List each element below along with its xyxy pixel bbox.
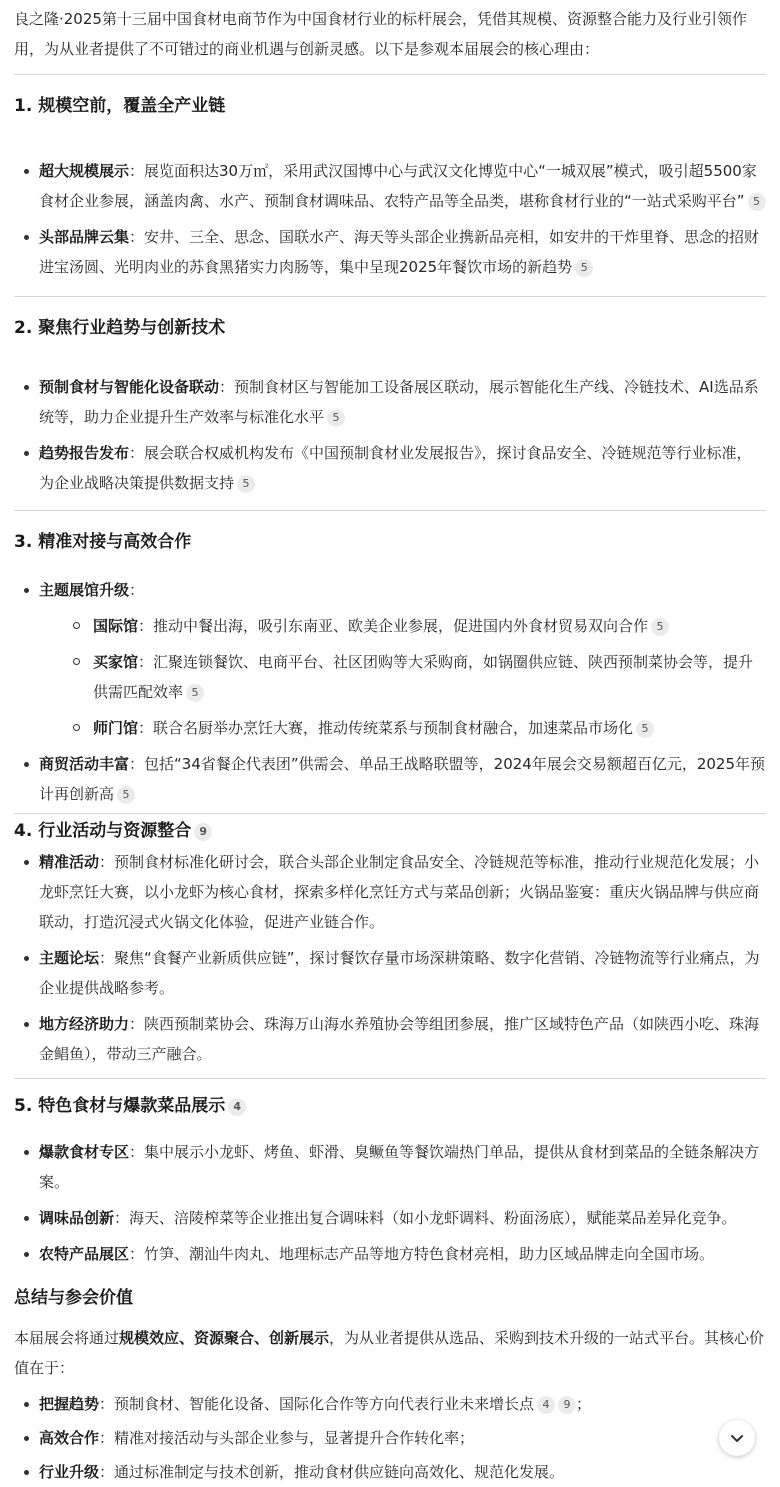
summary-paragraph: 本届展会将通过规模效应、资源聚合、创新展示，为从业者提供从选品、采购到技术升级的一站式平台。其核心价值在于： (14, 1329, 765, 1377)
summary-heading-wrap (14, 1269, 766, 1323)
section-3-heading-wrap (14, 511, 766, 575)
citation-badge[interactable]: 9 (558, 1396, 576, 1414)
section-5-heading-wrap (14, 1079, 766, 1137)
chat-response (14, 4, 766, 1487)
summary-list (14, 1389, 766, 1487)
list-item: 地方经济助力：陕西预制菜协会、珠海万山海水养殖协会等组团参展，推广区域特色产品（如陕西小吃、珠海金鲳鱼），带动三产融合。 (14, 1009, 766, 1069)
citation-badge[interactable]: 5 (186, 684, 204, 702)
section-4-list (14, 847, 766, 1069)
list-item: 主题展馆升级： 国际馆：推动中餐出海，吸引东南亚、欧美企业参展，促进国内外食材贸易双向合作 5 买家馆：汇聚连锁餐饮、电商平台、社区团购等大采购商，如锅圈供应链、陕西预制菜协会等，提升供需匹配效率 5 师门馆：联合名厨举办烹饪大赛，推动传统菜系与预制食材融合，加速菜品市场化 5 (14, 575, 766, 743)
citation-badge[interactable]: 5 (327, 409, 345, 427)
citation-badge[interactable]: 9 (194, 823, 212, 841)
sub-list (39, 611, 766, 743)
citation-badge[interactable]: 5 (237, 475, 255, 493)
section-heading: 2. 聚焦行业趋势与创新技术 (14, 318, 226, 338)
list-item: 超大规模展示：展览面积达30万㎡，采用武汉国博中心与武汉文化博览中心“一城双展”模式，吸引超5500家食材企业参展，涵盖肉禽、水产、预制食材调味品、农特产品等全品类，堪称食材行业的“一站式采购平台” 5 (14, 156, 766, 216)
list-item: 预制食材与智能化设备联动：预制食材区与智能加工设备展区联动，展示智能化生产线、冷链技术、AI选品系统等，助力企业提升生产效率与标准化水平 5 (14, 372, 766, 432)
section-1-list (14, 156, 766, 282)
list-item: 调味品创新：海天、涪陵榨菜等企业推出复合调味料（如小龙虾调料、粉面汤底），赋能菜品差异化竞争。 (14, 1203, 766, 1233)
section-heading: 1. 规模空前，覆盖全产业链 (14, 96, 226, 116)
section-heading: 5. 特色食材与爆款菜品展示 4 (14, 1091, 246, 1121)
section-heading: 4. 行业活动与资源整合 9 (14, 816, 212, 846)
scroll-to-bottom-button[interactable] (719, 1420, 755, 1456)
citation-badge[interactable]: 5 (651, 618, 669, 636)
section-4-heading-wrap (14, 814, 766, 847)
summary-heading: 总结与参会价值 (14, 1288, 133, 1308)
section-2-heading-wrap (14, 297, 766, 372)
list-item: 把握趋势：预制食材、智能化设备、国际化合作等方向代表行业未来增长点 4 9 ； (14, 1389, 766, 1419)
list-item: 趋势报告发布：展会联合权威机构发布《中国预制食材业发展报告》，探讨食品安全、冷链规范等行业标准，为企业战略决策提供数据支持 5 (14, 438, 766, 498)
section-1-heading-wrap (14, 75, 766, 156)
list-item: 精准活动：预制食材标准化研讨会，联合头部企业制定食品安全、冷链规范等标准，推动行业规范化发展；小龙虾烹饪大赛，以小龙虾为核心食材，探索多样化烹饪方式与菜品创新；火锅品鉴宴：重庆火锅品牌与供应商联动，打造沉浸式火锅文化体验，促进产业链合作。 (14, 847, 766, 937)
citation-badge[interactable]: 5 (748, 193, 766, 211)
chevron-down-icon (729, 1430, 745, 1446)
sub-list-item: 师门馆：联合名厨举办烹饪大赛，推动传统菜系与预制食材融合，加速菜品市场化 5 (39, 713, 766, 743)
sub-list-item: 买家馆：汇聚连锁餐饮、电商平台、社区团购等大采购商，如锅圈供应链、陕西预制菜协会等，提升供需匹配效率 5 (39, 647, 766, 707)
section-2-list (14, 372, 766, 498)
list-item: 商贸活动丰富：包括“34省餐企代表团”供需会、单品王战略联盟等，2024年展会交易额超百亿元，2025年预计再创新高 5 (14, 749, 766, 809)
list-item: 高效合作：精准对接活动与头部企业参与，显著提升合作转化率； (14, 1423, 766, 1453)
list-item: 爆款食材专区：集中展示小龙虾、烤鱼、虾滑、臭鳜鱼等餐饮端热门单品，提供从食材到菜品的全链条解决方案。 (14, 1137, 766, 1197)
citation-badge[interactable]: 5 (117, 786, 135, 804)
sub-list-item: 国际馆：推动中餐出海，吸引东南亚、欧美企业参展，促进国内外食材贸易双向合作 5 (39, 611, 766, 641)
citation-badge[interactable]: 4 (537, 1396, 555, 1414)
intro-paragraph: 良之隆·2025第十三届中国食材电商节作为中国食材行业的标杆展会，凭借其规模、资源整合能力及行业引领作用，为从业者提供了不可错过的商业机遇与创新灵感。以下是参观本届展会的核心理由： (14, 10, 747, 58)
section-3-list (14, 575, 766, 809)
section-heading: 3. 精准对接与高效合作 (14, 532, 192, 552)
list-item: 头部品牌云集：安井、三全、思念、国联水产、海天等头部企业携新品亮相，如安井的干炸里脊、思念的招财进宝汤圆、光明肉业的苏食黑猪实力肉肠等，集中呈现2025年餐饮市场的新趋势 5 (14, 222, 766, 282)
citation-badge[interactable]: 4 (228, 1098, 246, 1116)
citation-badge[interactable]: 5 (575, 259, 593, 277)
list-item: 行业升级：通过标准制定与技术创新，推动食材供应链向高效化、规范化发展。 (14, 1457, 766, 1487)
list-item: 农特产品展区：竹笋、潮汕牛肉丸、地理标志产品等地方特色食材亮相，助力区域品牌走向全国市场。 (14, 1239, 766, 1269)
section-5-list (14, 1137, 766, 1269)
list-item: 主题论坛：聚焦“食餐产业新质供应链”，探讨餐饮存量市场深耕策略、数字化营销、冷链物流等行业痛点，为企业提供战略参考。 (14, 943, 766, 1003)
citation-badge[interactable]: 5 (636, 720, 654, 738)
